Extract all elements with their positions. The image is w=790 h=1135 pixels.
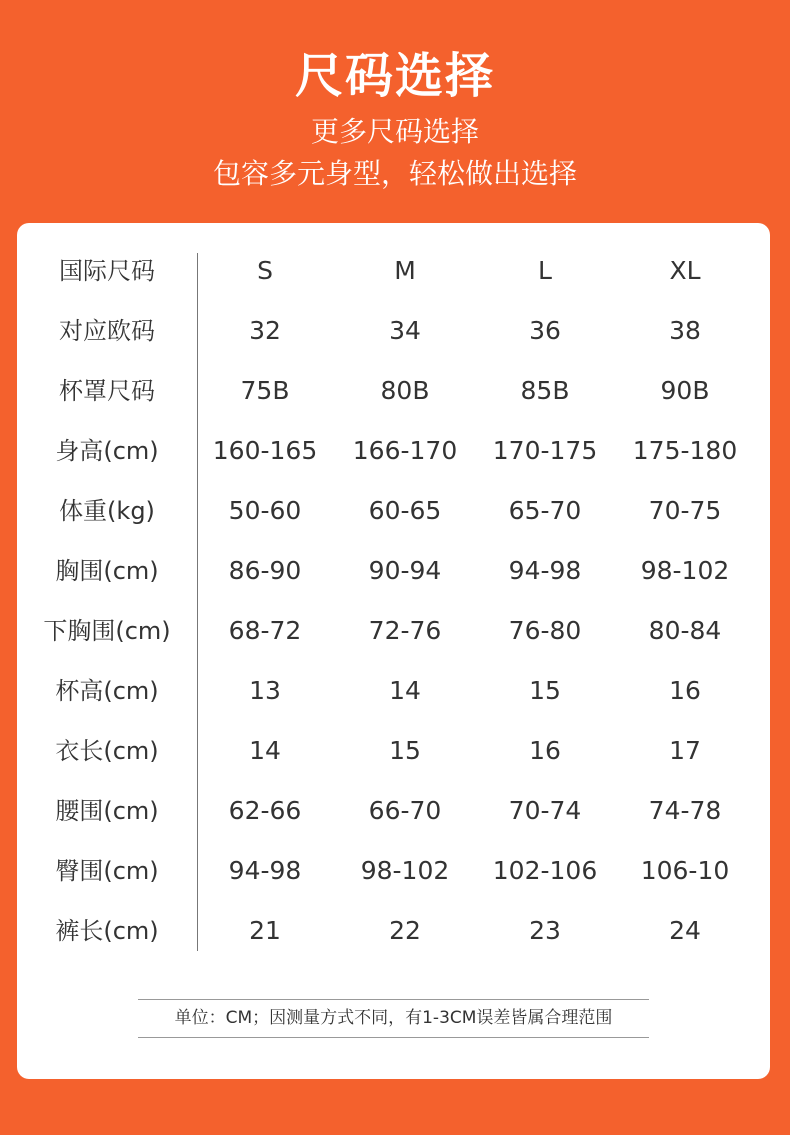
- table-cell: 72-76: [368, 616, 442, 645]
- table-cell: 21: [249, 916, 281, 945]
- table-cell: 86-90: [228, 556, 302, 585]
- table-cell: 15: [529, 676, 561, 705]
- table-cell: 22: [389, 916, 421, 945]
- table-cell: 66-70: [368, 796, 442, 825]
- table-cell: 74-78: [648, 796, 722, 825]
- table-cell: 94-98: [508, 556, 582, 585]
- table-row: [17, 241, 770, 301]
- table-cell: 60-65: [368, 496, 442, 525]
- table-row: [17, 421, 770, 481]
- table-cell: 17: [669, 736, 701, 765]
- row-label: 胸围(cm): [55, 557, 159, 585]
- table-cell: M: [394, 256, 416, 285]
- table-row: [17, 481, 770, 541]
- table-cell: 90-94: [368, 556, 442, 585]
- page-title: 尺码选择: [294, 48, 495, 104]
- row-label: 杯高(cm): [55, 677, 159, 705]
- table-cell: XL: [669, 256, 701, 285]
- row-label: 下胸围(cm): [43, 617, 171, 645]
- table-cell: 160-165: [212, 436, 318, 465]
- table-cell: 16: [669, 676, 701, 705]
- row-label: 对应欧码: [59, 317, 155, 345]
- table-cell: 85B: [520, 376, 570, 405]
- subtitle-line-1: 更多尺码选择: [310, 115, 479, 148]
- row-label: 国际尺码: [59, 257, 155, 285]
- table-cell: 50-60: [228, 496, 302, 525]
- table-cell: 98-102: [640, 556, 730, 585]
- table-cell: 23: [529, 916, 561, 945]
- table-cell: 106-10: [640, 856, 730, 885]
- table-row: [17, 361, 770, 421]
- row-label: 裤长(cm): [55, 917, 159, 945]
- table-cell: 62-66: [228, 796, 302, 825]
- table-cell: S: [257, 256, 273, 285]
- table-cell: 24: [669, 916, 701, 945]
- table-row: [17, 721, 770, 781]
- table-cell: 94-98: [228, 856, 302, 885]
- table-row: [17, 781, 770, 841]
- table-cell: 90B: [660, 376, 710, 405]
- table-cell: 13: [249, 676, 281, 705]
- table-row: [17, 901, 770, 961]
- size-table: [17, 241, 770, 961]
- table-cell: 65-70: [508, 496, 582, 525]
- table-cell: 68-72: [228, 616, 302, 645]
- table-cell: 166-170: [352, 436, 458, 465]
- table-cell: 16: [529, 736, 561, 765]
- table-cell: 70-75: [648, 496, 722, 525]
- table-row: [17, 661, 770, 721]
- table-row: [17, 541, 770, 601]
- table-cell: 75B: [240, 376, 290, 405]
- table-cell: 80B: [380, 376, 430, 405]
- table-cell: L: [538, 256, 552, 285]
- table-cell: 170-175: [492, 436, 598, 465]
- subtitle-line-2: 包容多元身型，轻松做出选择: [212, 157, 577, 190]
- table-cell: 98-102: [360, 856, 450, 885]
- row-label: 杯罩尺码: [59, 377, 155, 405]
- table-row: [17, 301, 770, 361]
- row-label: 腰围(cm): [55, 797, 159, 825]
- table-cell: 70-74: [508, 796, 582, 825]
- table-row: [17, 841, 770, 901]
- table-cell: 36: [529, 316, 561, 345]
- table-row: [17, 601, 770, 661]
- table-cell: 32: [249, 316, 281, 345]
- table-cell: 15: [389, 736, 421, 765]
- table-cell: 38: [669, 316, 701, 345]
- table-cell: 102-106: [492, 856, 598, 885]
- row-label: 体重(kg): [59, 497, 155, 525]
- row-label: 身高(cm): [55, 437, 159, 465]
- row-label: 衣长(cm): [55, 737, 159, 765]
- row-label: 臀围(cm): [55, 857, 159, 885]
- table-cell: 80-84: [648, 616, 722, 645]
- size-chart-card: [17, 223, 770, 1079]
- table-cell: 175-180: [632, 436, 738, 465]
- measurement-note: 单位：CM；因测量方式不同，有1-3CM误差皆属合理范围: [138, 999, 649, 1038]
- table-cell: 34: [389, 316, 421, 345]
- table-cell: 76-80: [508, 616, 582, 645]
- table-cell: 14: [249, 736, 281, 765]
- table-cell: 14: [389, 676, 421, 705]
